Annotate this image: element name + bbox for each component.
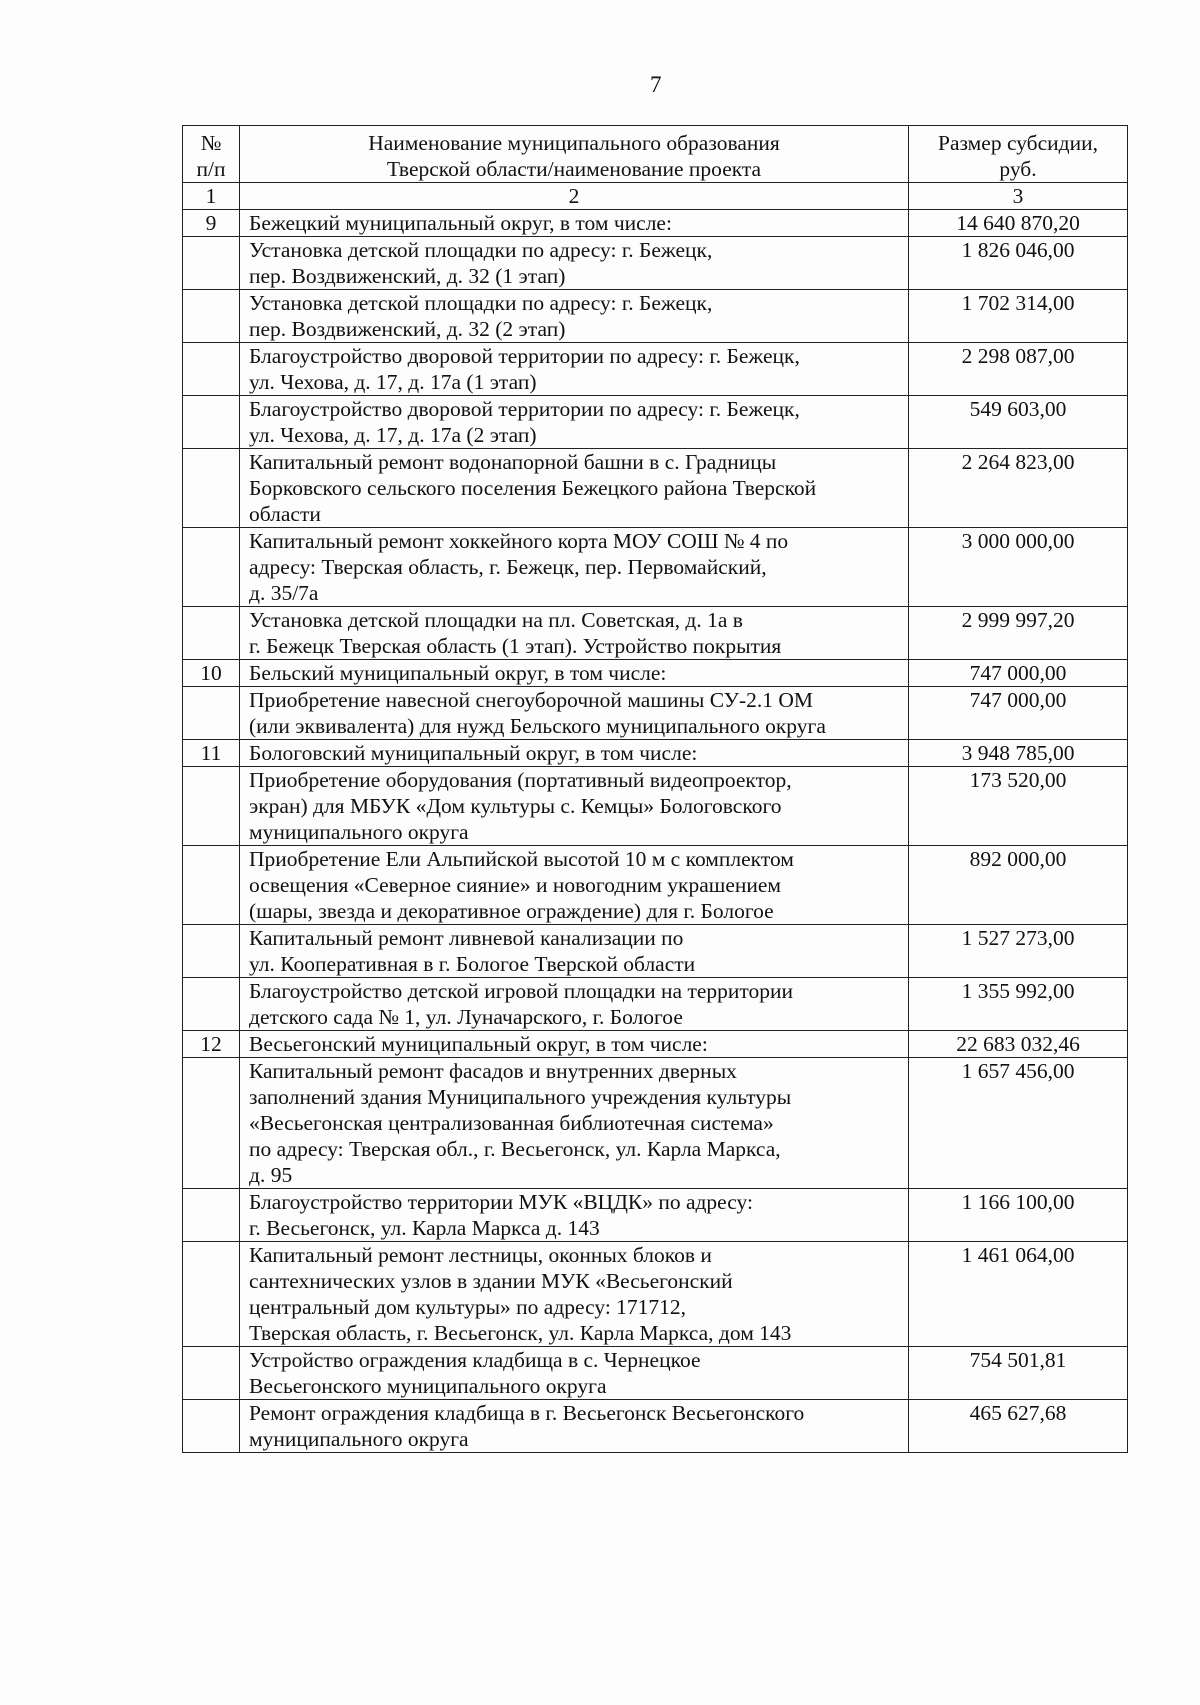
project-row — [183, 528, 1128, 607]
project-row — [183, 237, 1128, 290]
row-number — [183, 343, 240, 396]
row-name: Весьегонский муниципальный округ, в том числе: — [240, 1031, 909, 1058]
row-name: Капитальный ремонт лестницы, оконных блоков и сантехнических узлов в здании МУК «Весьегонский центральный дом культуры» по адресу: 171712, Тверская область, г. Весьегонск, ул. Карла Маркса, дом 143 — [240, 1242, 909, 1347]
row-number — [183, 1189, 240, 1242]
project-row — [183, 607, 1128, 660]
header-num: № п/п — [183, 126, 240, 183]
project-row — [183, 846, 1128, 925]
row-number — [183, 396, 240, 449]
column-numbers-row — [183, 183, 1128, 210]
row-name: Бежецкий муниципальный округ, в том числе: — [240, 210, 909, 237]
row-amount: 2 264 823,00 — [909, 449, 1128, 528]
row-amount: 1 461 064,00 — [909, 1242, 1128, 1347]
row-name: Установка детской площадки на пл. Советская, д. 1а в г. Бежецк Тверская область (1 этап). Устройство покрытия — [240, 607, 909, 660]
row-amount: 2 298 087,00 — [909, 343, 1128, 396]
row-number: 12 — [183, 1031, 240, 1058]
project-row — [183, 687, 1128, 740]
municipality-total-row — [183, 740, 1128, 767]
row-amount: 465 627,68 — [909, 1400, 1128, 1453]
column-number: 3 — [909, 183, 1128, 210]
municipality-total-row — [183, 660, 1128, 687]
row-number — [183, 978, 240, 1031]
row-name: Благоустройство детской игровой площадки на территории детского сада № 1, ул. Луначарского, г. Бологое — [240, 978, 909, 1031]
row-name: Капитальный ремонт ливневой канализации по ул. Кооперативная в г. Бологое Тверской области — [240, 925, 909, 978]
row-amount: 549 603,00 — [909, 396, 1128, 449]
header-amount: Размер субсидии, руб. — [909, 126, 1128, 183]
row-name: Благоустройство дворовой территории по адресу: г. Бежецк, ул. Чехова, д. 17, д. 17а (1 этап) — [240, 343, 909, 396]
row-name: Установка детской площадки по адресу: г. Бежецк, пер. Воздвиженский, д. 32 (1 этап) — [240, 237, 909, 290]
row-number — [183, 1347, 240, 1400]
project-row — [183, 1400, 1128, 1453]
row-amount: 754 501,81 — [909, 1347, 1128, 1400]
row-amount: 14 640 870,20 — [909, 210, 1128, 237]
row-name: Капитальный ремонт хоккейного корта МОУ СОШ № 4 по адресу: Тверская область, г. Бежецк, пер. Первомайский, д. 35/7а — [240, 528, 909, 607]
row-amount: 22 683 032,46 — [909, 1031, 1128, 1058]
project-row — [183, 1347, 1128, 1400]
project-row — [183, 1058, 1128, 1189]
row-number: 10 — [183, 660, 240, 687]
row-number — [183, 846, 240, 925]
project-row — [183, 978, 1128, 1031]
row-amount: 2 999 997,20 — [909, 607, 1128, 660]
row-number — [183, 237, 240, 290]
row-number — [183, 1242, 240, 1347]
row-name: Ремонт ограждения кладбища в г. Весьегонск Весьегонского муниципального округа — [240, 1400, 909, 1453]
row-number — [183, 1400, 240, 1453]
row-number — [183, 449, 240, 528]
row-name: Приобретение оборудования (портативный видеопроектор, экран) для МБУК «Дом культуры с. Кемцы» Бологовского муниципального округа — [240, 767, 909, 846]
row-number — [183, 290, 240, 343]
row-amount: 1 166 100,00 — [909, 1189, 1128, 1242]
row-name: Бологовский муниципальный округ, в том числе: — [240, 740, 909, 767]
project-row — [183, 1189, 1128, 1242]
row-name: Благоустройство территории МУК «ВЦДК» по адресу: г. Весьегонск, ул. Карла Маркса д. 143 — [240, 1189, 909, 1242]
row-number — [183, 528, 240, 607]
row-name: Бельский муниципальный округ, в том числе: — [240, 660, 909, 687]
project-row — [183, 1242, 1128, 1347]
project-row — [183, 925, 1128, 978]
row-number — [183, 607, 240, 660]
row-amount: 1 826 046,00 — [909, 237, 1128, 290]
row-number — [183, 687, 240, 740]
row-name: Установка детской площадки по адресу: г. Бежецк, пер. Воздвиженский, д. 32 (2 этап) — [240, 290, 909, 343]
project-row — [183, 396, 1128, 449]
row-name: Капитальный ремонт водонапорной башни в с. Градницы Борковского сельского поселения Бежецкого района Тверской области — [240, 449, 909, 528]
row-amount: 3 000 000,00 — [909, 528, 1128, 607]
table-body — [183, 210, 1128, 1453]
municipality-total-row — [183, 210, 1128, 237]
row-name: Приобретение Ели Альпийской высотой 10 м с комплектом освещения «Северное сияние» и новогодним украшением (шары, звезда и декоративное ограждение) для г. Бологое — [240, 846, 909, 925]
row-amount: 892 000,00 — [909, 846, 1128, 925]
municipality-total-row — [183, 1031, 1128, 1058]
row-amount: 3 948 785,00 — [909, 740, 1128, 767]
row-number: 11 — [183, 740, 240, 767]
row-amount: 1 657 456,00 — [909, 1058, 1128, 1189]
page-number: 7 — [650, 72, 662, 97]
row-amount: 747 000,00 — [909, 660, 1128, 687]
header-name: Наименование муниципального образования Тверской области/наименование проекта — [240, 126, 909, 183]
row-name: Устройство ограждения кладбища в с. Чернецкое Весьегонского муниципального округа — [240, 1347, 909, 1400]
row-number: 9 — [183, 210, 240, 237]
row-number — [183, 925, 240, 978]
row-number — [183, 767, 240, 846]
subsidy-table — [182, 125, 1128, 1453]
row-amount: 1 702 314,00 — [909, 290, 1128, 343]
column-number: 1 — [183, 183, 240, 210]
row-amount: 173 520,00 — [909, 767, 1128, 846]
row-name: Приобретение навесной снегоуборочной машины СУ-2.1 ОМ (или эквивалента) для нужд Бельского муниципального округа — [240, 687, 909, 740]
row-number — [183, 1058, 240, 1189]
project-row — [183, 449, 1128, 528]
row-amount: 1 527 273,00 — [909, 925, 1128, 978]
row-name: Благоустройство дворовой территории по адресу: г. Бежецк, ул. Чехова, д. 17, д. 17а (2 этап) — [240, 396, 909, 449]
row-amount: 1 355 992,00 — [909, 978, 1128, 1031]
project-row — [183, 290, 1128, 343]
row-amount: 747 000,00 — [909, 687, 1128, 740]
table-header-row — [183, 126, 1128, 183]
column-number: 2 — [240, 183, 909, 210]
row-name: Капитальный ремонт фасадов и внутренних дверных заполнений здания Муниципального учреждения культуры «Весьегонская централизованная библиотечная система» по адресу: Тверская обл., г. Весьегонск, ул. Карла Маркса, д. 95 — [240, 1058, 909, 1189]
project-row — [183, 767, 1128, 846]
project-row — [183, 343, 1128, 396]
